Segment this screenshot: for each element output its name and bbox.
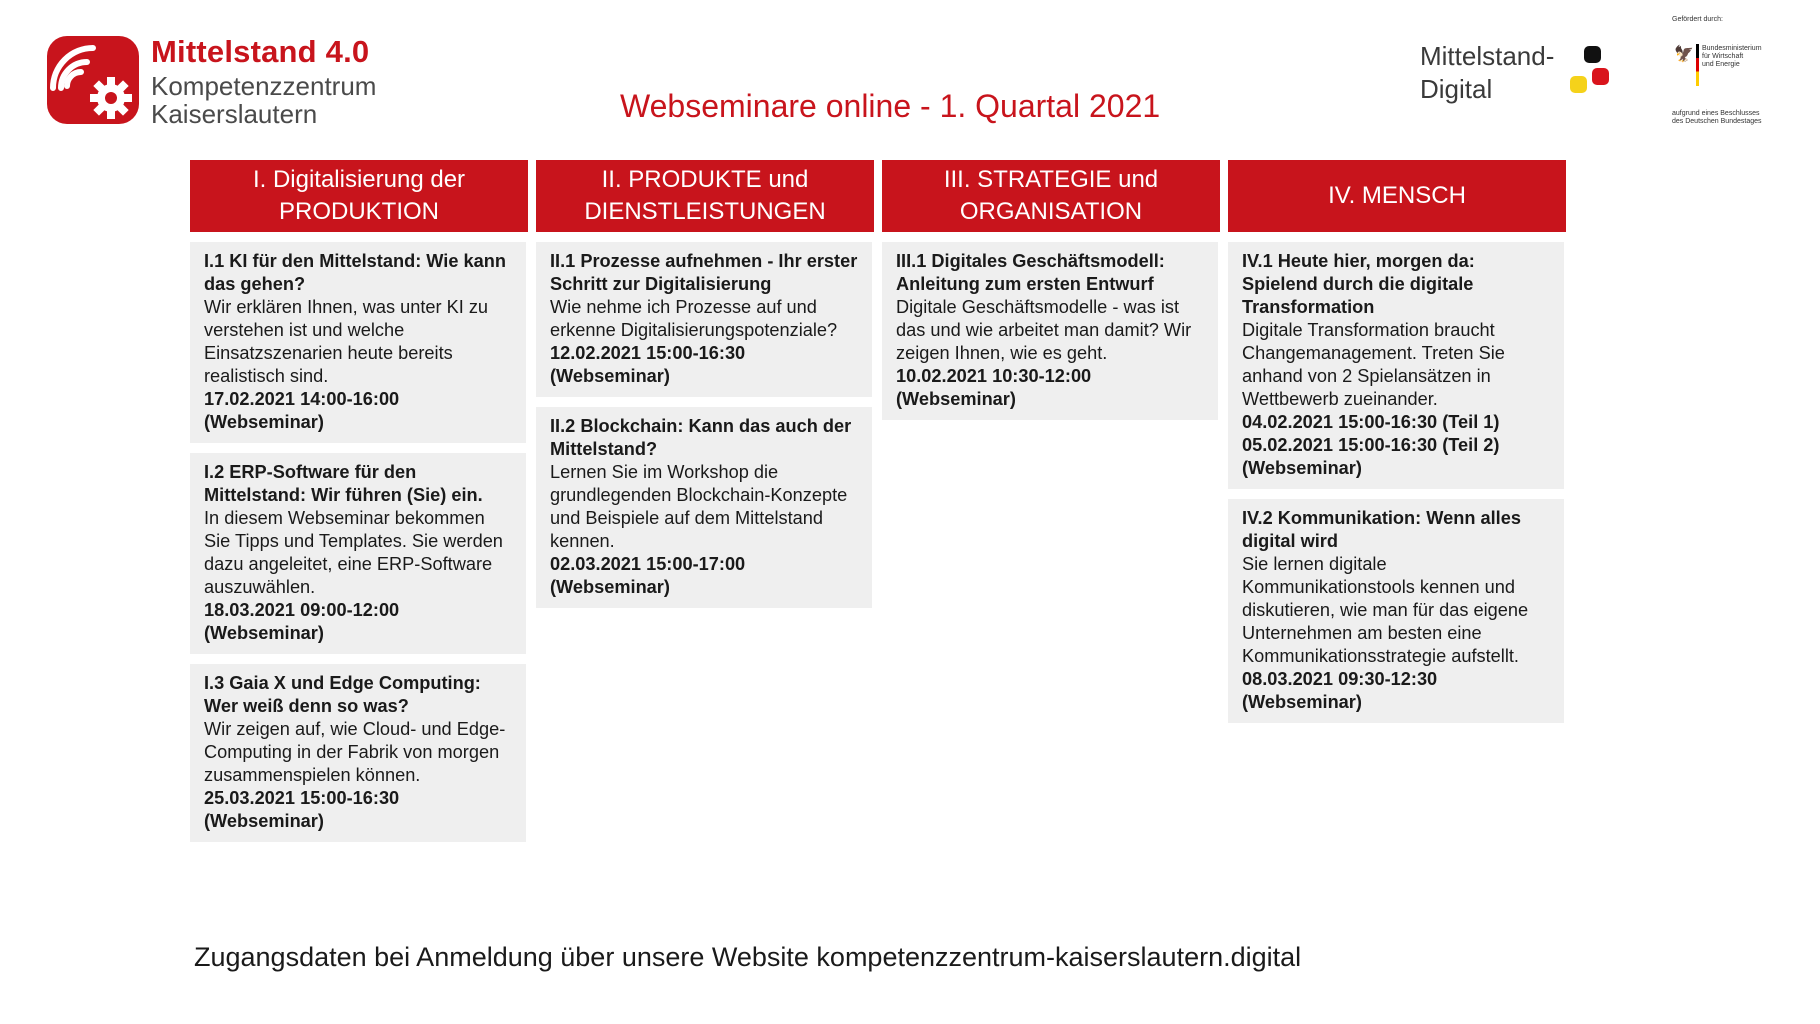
german-flag-icon (1696, 44, 1699, 86)
brand-subtitle-1: Kompetenzzentrum (151, 71, 377, 101)
seminar-description: Wir erklären Ihnen, was unter KI zu verstehen ist und welche Einsatzszenarien heute bereits realistisch sind. (204, 297, 489, 386)
seminar-description: Digitale Geschäftsmodelle - was ist das und wie arbeitet man damit? Wir zeigen Ihnen, wie es geht. (896, 297, 1192, 363)
seminar-description: Wie nehme ich Prozesse auf und erkenne Digitalisierungspotenziale? (550, 297, 838, 340)
seminar-description: Lernen Sie im Workshop die grundlegenden Blockchain-Konzepte und Beispiele auf dem Mittelstand kennen. (550, 462, 848, 551)
seminar-card (882, 242, 1218, 420)
seminar-date: 08.03.2021 09:30-12:30 (1242, 669, 1438, 689)
seminar-date: 12.02.2021 15:00-16:30 (550, 343, 746, 363)
seminar-date: 18.03.2021 09:00-12:00 (204, 600, 400, 620)
beschluss-line-2: des Deutschen Bundestages (1672, 118, 1762, 125)
seminar-card (536, 407, 872, 608)
column-header (1228, 160, 1566, 232)
seminar-format: (Webseminar) (550, 577, 670, 597)
seminar-date-2: 05.02.2021 15:00-16:30 (Teil 2) (1242, 435, 1500, 455)
seminar-title: IV.2 Kommunikation: Wenn alles digital wird (1242, 508, 1521, 551)
beschluss-line-1: aufgrund eines Beschlusses (1672, 110, 1760, 117)
seminar-description: In diesem Webseminar bekommen Sie Tipps und Templates. Sie werden dazu angeleitet, eine ERP-Software auszuwählen. (204, 508, 503, 597)
column-strategie (882, 160, 1220, 420)
seminar-title: II.1 Prozesse aufnehmen - Ihr erster Schritt zur Digitalisierung (550, 251, 858, 294)
column-header (882, 160, 1220, 232)
seminar-title: I.3 Gaia X und Edge Computing: Wer weiß denn so was? (204, 673, 481, 716)
seminar-card (1228, 242, 1564, 489)
brand-logo (47, 36, 376, 128)
column-produkte (536, 160, 874, 608)
md-dots-icon (1570, 44, 1620, 98)
column-header (190, 160, 528, 232)
seminar-title: I.1 KI für den Mittelstand: Wie kann das gehen? (204, 251, 506, 294)
column-header-line-1: II. PRODUKTE und (601, 166, 809, 193)
page-title: Webseminare online - 1. Quartal 2021 (620, 88, 1161, 124)
seminar-date: 25.03.2021 15:00-16:30 (204, 788, 400, 808)
column-header-line-2: PRODUKTION (278, 198, 439, 225)
ministry-name-3: und Energie (1702, 61, 1740, 68)
column-header (536, 160, 874, 232)
seminar-description: Digitale Transformation braucht Changemanagement. Treten Sie anhand von 2 Spielansätzen in Wettbewerb zueinander. (1242, 320, 1505, 409)
column-header-line-2: ORGANISATION (959, 198, 1143, 225)
ministry-logo (1672, 16, 1792, 132)
brand-title: Mittelstand 4.0 (151, 34, 370, 69)
seminar-date: 10.02.2021 10:30-12:00 (896, 366, 1092, 386)
seminar-card (190, 453, 526, 654)
mittelstand-digital-logo (1420, 40, 1620, 108)
seminar-format: (Webseminar) (204, 811, 324, 831)
column-produktion (190, 160, 528, 842)
gefoerdert-label: Gefördert durch: (1672, 16, 1723, 23)
seminar-description: Wir zeigen auf, wie Cloud- und Edge-Computing in der Fabrik von morgen zusammenspielen können. (204, 719, 506, 785)
ministry-name-2: für Wirtschaft (1702, 53, 1744, 60)
eagle-icon: 🦅 (1674, 46, 1694, 63)
seminar-card (536, 242, 872, 397)
seminar-format: (Webseminar) (896, 389, 1016, 409)
seminar-date: 04.02.2021 15:00-16:30 (Teil 1) (1242, 412, 1500, 432)
seminar-format: (Webseminar) (204, 623, 324, 643)
seminar-title: II.2 Blockchain: Kann das auch der Mittelstand? (550, 416, 852, 459)
seminar-title: III.1 Digitales Geschäftsmodell: Anleitung zum ersten Entwurf (896, 251, 1165, 294)
md-logo-line-1: Mittelstand- (1420, 41, 1555, 71)
column-header-line-2: DIENSTLEISTUNGEN (584, 198, 826, 225)
seminar-date: 02.03.2021 15:00-17:00 (550, 554, 746, 574)
seminar-format: (Webseminar) (550, 366, 670, 386)
ministry-name-1: Bundesministerium (1702, 45, 1762, 52)
seminar-card (1228, 499, 1564, 723)
seminar-card (190, 664, 526, 842)
seminar-format: (Webseminar) (204, 412, 324, 432)
seminar-card (190, 242, 526, 443)
seminar-date: 17.02.2021 14:00-16:00 (204, 389, 400, 409)
seminar-format: (Webseminar) (1242, 692, 1362, 712)
column-header-line-1: I. Digitalisierung der (252, 166, 466, 193)
seminar-description: Sie lernen digitale Kommunikationstools kennen und diskutieren, wie man für das eigene Unternehmen am besten eine Kommunikationsstrategie aufstellt. (1242, 554, 1529, 666)
column-mensch (1228, 160, 1566, 723)
column-header-line-1: IV. MENSCH (1328, 182, 1466, 209)
footer-access-note: Zugangsdaten bei Anmeldung über unsere Website kompetenzzentrum-kaiserslautern.digital (194, 942, 1302, 972)
wifi-gear-icon (47, 36, 139, 124)
seminar-format: (Webseminar) (1242, 458, 1362, 478)
seminar-title: IV.1 Heute hier, morgen da: Spielend durch die digitale Transformation (1242, 251, 1475, 317)
seminar-title: I.2 ERP-Software für den Mittelstand: Wir führen (Sie) ein. (204, 462, 483, 505)
column-header-line-1: III. STRATEGIE und (943, 166, 1159, 193)
md-logo-line-2: Digital (1420, 74, 1493, 104)
brand-subtitle-2: Kaiserslautern (151, 99, 318, 129)
